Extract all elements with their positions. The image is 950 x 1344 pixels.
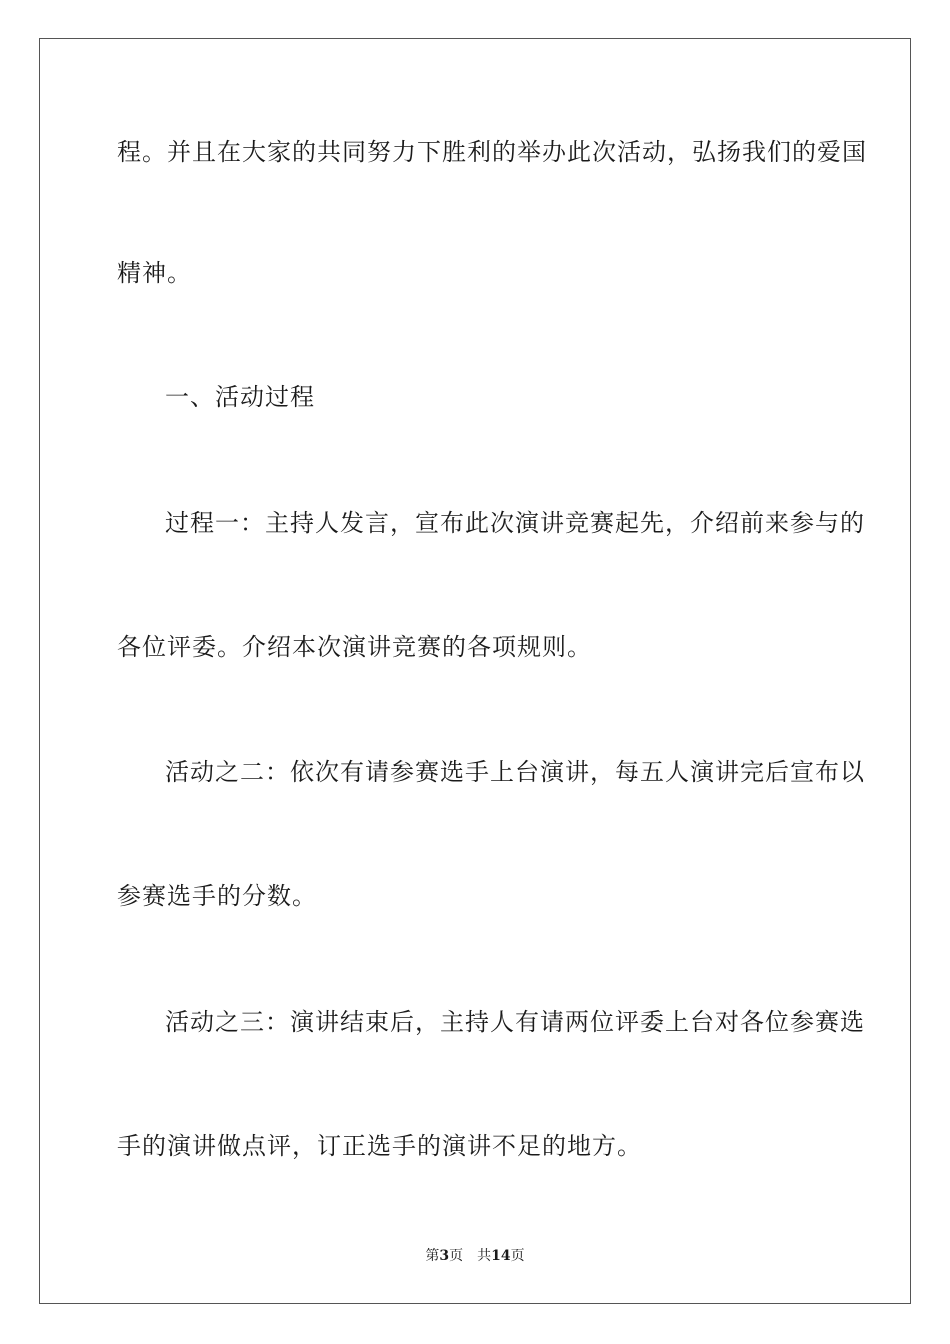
body-line: 活动之三：演讲结束后，主持人有请两位评委上台对各位参赛选 — [165, 1008, 865, 1036]
page-footer — [0, 1247, 950, 1265]
section-heading: 一、活动过程 — [165, 383, 315, 411]
total-suffix: 页 — [510, 1248, 525, 1264]
body-line: 各位评委。介绍本次演讲竞赛的各项规则。 — [117, 633, 592, 661]
body-line: 程。并且在大家的共同努力下胜利的举办此次活动，弘扬我们的爱国 — [117, 138, 867, 166]
page-suffix: 页 — [449, 1248, 464, 1264]
body-line: 过程一：主持人发言，宣布此次演讲竞赛起先，介绍前来参与的 — [165, 509, 865, 537]
page-prefix: 第 — [425, 1248, 440, 1264]
body-line: 参赛选手的分数。 — [117, 882, 317, 910]
page-number: 3 — [439, 1248, 450, 1264]
body-line: 精神。 — [117, 259, 192, 287]
body-line: 活动之二：依次有请参赛选手上台演讲，每五人演讲完后宣布以 — [165, 758, 865, 786]
body-line: 手的演讲做点评，订正选手的演讲不足的地方。 — [117, 1132, 642, 1160]
page-border — [39, 38, 911, 1304]
total-prefix: 共 — [477, 1248, 492, 1264]
total-pages: 14 — [491, 1248, 511, 1264]
